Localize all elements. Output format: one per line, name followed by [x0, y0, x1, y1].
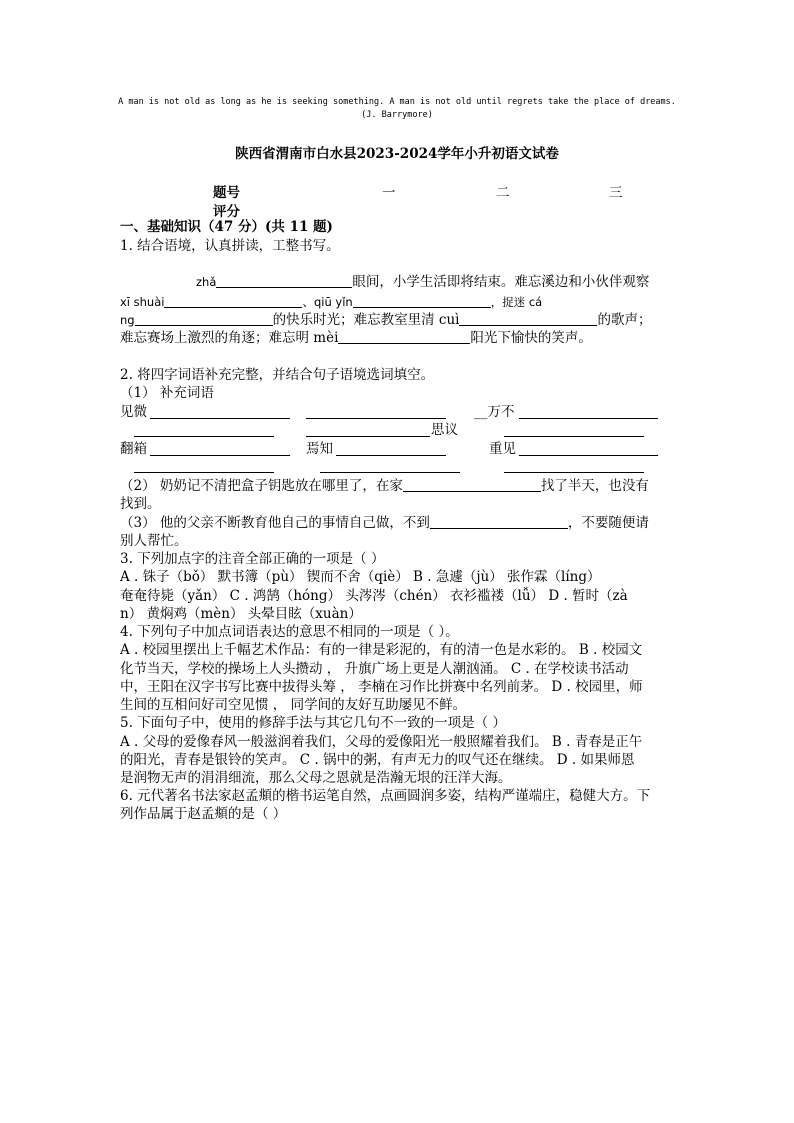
q2-word-1: 见微: [120, 404, 147, 420]
answer-blank[interactable]: [336, 455, 446, 456]
q2-word-6: 重见: [489, 441, 516, 457]
q2-sentence-2-end: 找到。: [120, 496, 161, 512]
q3-options-3: n） 黄焖鸡（mèn） 头晕目眩（xuàn）: [120, 606, 362, 622]
q2-text: （2） 奶奶记不清把盒子钥匙放在哪里了，在家: [120, 478, 403, 494]
answer-blank[interactable]: [504, 436, 644, 437]
q4-options-1: A . 校园里摆出上千幅艺术作品：有的一律是彩泥的，有的清一色是水彩的。 B . 校园文: [120, 642, 643, 658]
q1-line4: [120, 329, 592, 347]
q3-stem: 3. 下列加点字的注音全部正确的一项是（ ）: [120, 551, 385, 567]
quote-author: (J. Barrymore): [361, 110, 433, 120]
q4-options-2: 化节当天，学校的操场上人头攒动 ， 升旗广场上更是人潮汹涌。 C . 在学校读书活动: [120, 661, 629, 677]
answer-blank[interactable]: [135, 311, 273, 326]
q2-word-5: 焉知: [306, 441, 333, 457]
q1-line1: [196, 273, 649, 291]
pinyin: 、qiū yǐn: [302, 295, 353, 309]
score-col-2: 二: [496, 185, 510, 201]
q6-stem-1: 6. 元代著名书法家赵孟頫的楷书运笔自然，点画圆润多姿，结构严谨端庄，稳健大方。下: [120, 788, 651, 804]
q2-word-2: __万不: [474, 404, 515, 420]
q5-options-2: 的阳光，青春是银铃的笑声。 C . 锅中的粥，有声无力的叹气还在继续。 D . 如果师恩: [120, 752, 635, 768]
q1-stem: 1. 结合语境，认真拼读，工整书写。: [120, 238, 340, 254]
q3-options-1: A . 铢子（bǒ） 默书簿（pù） 锲而不舍（qiè） B . 急遽（jù） 张作霖（líng）: [120, 569, 601, 585]
q5-options-3: 是润物无声的涓涓细流，那么父母之恩就是浩瀚无垠的汪洋大海。: [120, 770, 512, 786]
q2-sentence-2: [120, 477, 649, 495]
q2-text: ，不要随便请: [567, 515, 649, 531]
answer-blank[interactable]: [150, 418, 290, 419]
answer-blank[interactable]: [338, 329, 470, 344]
q2-word-4: 翻箱: [120, 441, 147, 457]
header-quote: [100, 96, 694, 122]
answer-blank[interactable]: [459, 311, 597, 326]
q4-stem: 4. 下列句子中加点词语表达的意思不相同的一项是（ ）。: [120, 624, 459, 640]
pinyin: xī shuài: [120, 295, 165, 309]
q1-line2: [120, 293, 542, 311]
answer-blank[interactable]: [504, 472, 644, 473]
q2-text: 找了半天，也没有: [540, 478, 649, 494]
answer-blank[interactable]: [134, 436, 274, 437]
pinyin: zhǎ: [196, 275, 217, 289]
answer-blank[interactable]: [134, 472, 274, 473]
q2-sentence-3: [120, 514, 649, 532]
score-col-3: 三: [609, 185, 623, 201]
q5-stem: 5. 下面句子中，使用的修辞手法与其它几句不一致的一项是（ ）: [120, 715, 506, 731]
q1-text: 阳光下愉快的笑声。: [470, 330, 592, 346]
q1-line3: [120, 311, 651, 329]
q2-stem: 2. 将四字词语补充完整，并结合句子语境选词填空。: [120, 367, 435, 383]
q2-text: （3） 他的父亲不断教育他自己的事情自己做，不到: [120, 515, 430, 531]
score-row-header: 评分: [213, 204, 240, 220]
q4-options-3: 中，王阳在汉字书写比赛中拔得头筹 ， 李楠在习作比拼赛中名列前茅。 D . 校园里，师: [120, 679, 643, 695]
score-col-header: 题号: [213, 185, 240, 201]
q5-options-1: A . 父母的爱像春风一般滋润着我们，父母的爱像阳光一般照耀着我们。 B . 青春是正午: [120, 734, 643, 750]
answer-blank[interactable]: [403, 477, 541, 492]
answer-blank[interactable]: [150, 455, 290, 456]
q4-options-4: 生间的互相问好司空见惯 ， 同学间的友好互助屡见不鲜。: [120, 697, 467, 713]
answer-blank[interactable]: [519, 418, 658, 419]
q3-options-2: 奄奄待毙（yǎn） C . 鸿鹄（hóng） 头涔涔（chén） 衣衫褴褛（lǚ） D . 暂时（zà: [120, 588, 628, 604]
q1-text: 的歌声；: [597, 312, 652, 328]
q2-sub1: （1） 补充词语: [120, 385, 214, 401]
q1-text: 眼间，小学生活即将结束。难忘溪边和小伙伴观察: [352, 274, 650, 290]
q6-stem-2: 列作品属于赵孟頫的是（ ）: [120, 806, 287, 822]
answer-blank[interactable]: [430, 514, 568, 529]
section-heading: 一、基础知识（47 分）(共 11 题): [120, 219, 333, 235]
answer-blank[interactable]: [306, 436, 430, 437]
answer-blank[interactable]: [216, 273, 352, 288]
pinyin: ng: [120, 313, 135, 327]
q1-text: 的快乐时光；难忘教室里清 cuì: [272, 312, 460, 328]
answer-blank[interactable]: [320, 472, 460, 473]
answer-blank[interactable]: [306, 418, 446, 419]
answer-blank[interactable]: [519, 455, 658, 456]
answer-blank[interactable]: [353, 293, 491, 308]
q1-text: 难忘赛场上激烈的角逐；难忘明 mèi: [120, 330, 339, 346]
pinyin: ，捉迷 cá: [490, 295, 543, 309]
answer-blank[interactable]: [164, 293, 302, 308]
exam-title: 陕西省渭南市白水县2023-2024学年小升初语文试卷: [235, 146, 559, 162]
quote-line: A man is not old as long as he is seeking something. A man is not old until regrets take the place of dreams.: [118, 97, 676, 107]
q2-word-3: 思议: [431, 422, 458, 438]
q2-sentence-3-end: 别人帮忙。: [120, 533, 188, 549]
score-col-1: 一: [382, 185, 396, 201]
